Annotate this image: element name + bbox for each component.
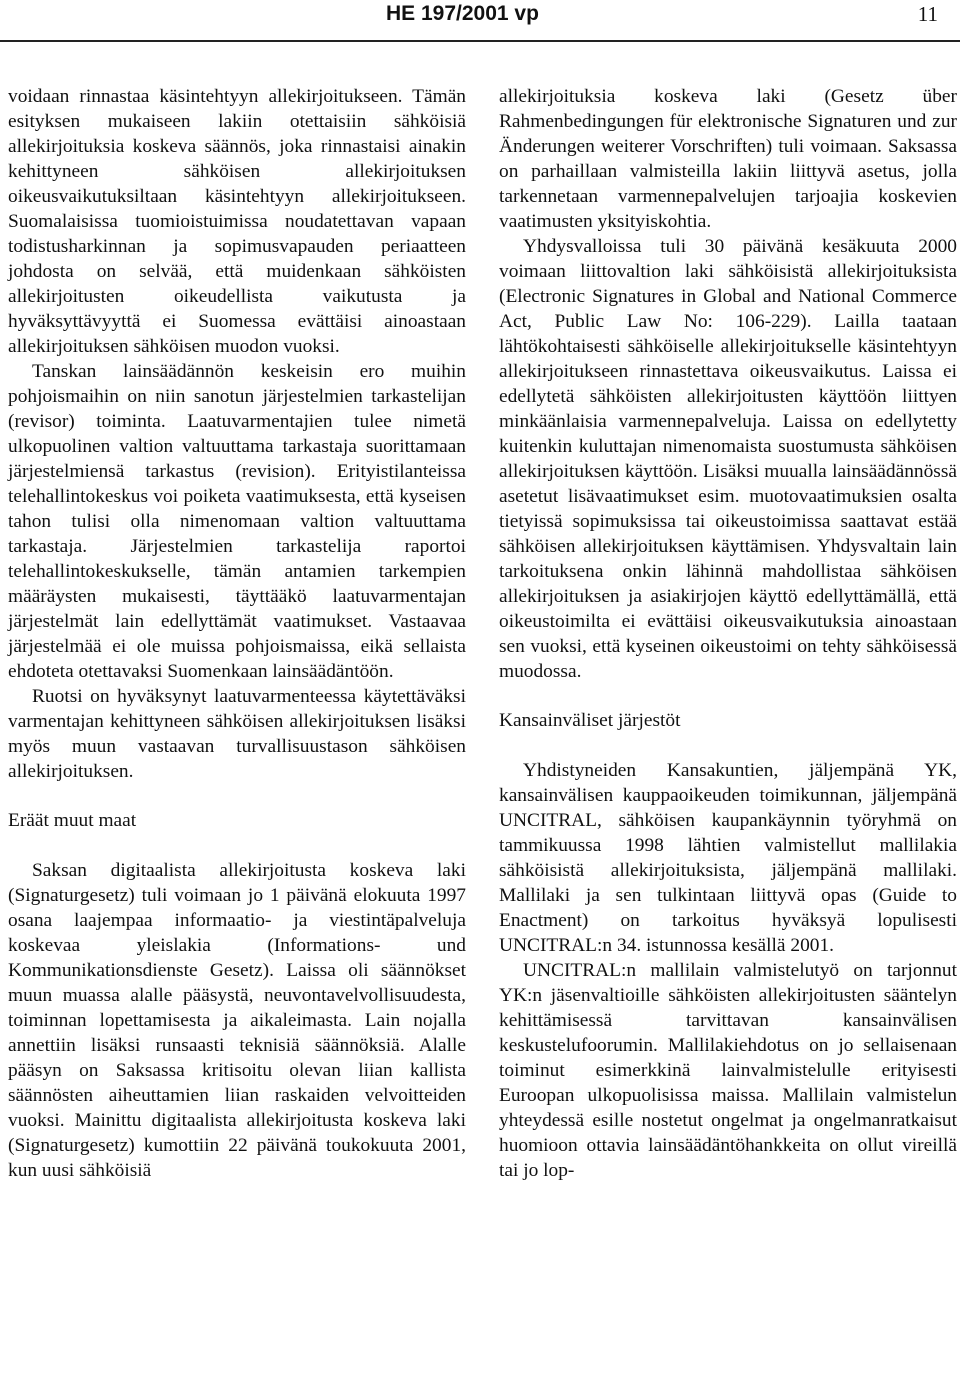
spacer <box>8 833 466 858</box>
paragraph: Saksan digitaalista allekirjoitusta koskeva laki (Signaturgesetz) tuli voimaan jo 1 päivänä elokuuta 1997 osana laajempaa informaatio- ja viestintäpalveluja koskevaa yleislakia (Informations- und Kommunikationsdienste Gesetz). Laissa oli säännökset muun muassa alalle pääsystä, neuvontavelvollisuudesta, toiminnan lopettamisesta ja aikaleimasta. Lain nojalla annettiin lisäksi runsaasti teknisiä säännöksiä. Alalle pääsyn on Saksassa kritisoitu olevan liian kallista säännösten aiheuttamien liian raskaiden velvoitteiden vuoksi. Mainittu digitaalista allekirjoitusta koskeva laki (Signaturgesetz) kumottiin 22 päivänä toukokuuta 2001, kun uusi sähköisiä <box>8 860 466 1181</box>
paragraph: allekirjoituksia koskeva laki (Gesetz über Rahmenbedingungen für elektronische Signaturen und zur Änderungen weiterer Vorschriften) tuli voimaan. Saksassa on parhaillaan valmisteilla lakiin liittyvä asetus, jolla tarkennetaan varmennepalvelujen tarjoajia koskevien vaatimusten yksityiskohtia. <box>499 86 957 232</box>
paragraph: Yhdistyneiden Kansakuntien, jäljempänä YK, kansainvälisen kauppaoikeuden toimikunnan, jäljempänä UNCITRAL, sähköisen kaupankäynnin työryhmä on tammikuussa 1998 lähtien valmistellut mallilakia sähköisistä allekirjoituksista, jäljempänä mallilaki. Mallilaki ja sen tulkintaan liittyvä opas (Guide to Enactment) on tarkoitus hyväksyä lopulisesti UNCITRAL:n 34. istunnossa kesällä 2001. <box>499 760 957 956</box>
left-column <box>8 84 466 1183</box>
spacer <box>8 784 466 808</box>
page-number: 11 <box>917 2 938 26</box>
paragraph: Ruotsi on hyväksynyt laatuvarmenteessa käytettäväksi varmentajan kehittyneen sähköisen allekirjoituksen lisäksi myös muun vastaavan turvallisuustason sähköisen allekirjoituksen. <box>8 686 466 782</box>
page-header <box>0 0 960 40</box>
spacer <box>499 733 957 758</box>
paragraph: Tanskan lainsäädännön keskeisin ero muihin pohjoismaihin on niin sanotun järjestelmien tarkastelijan (revisor) toiminta. Laatuvarmentajien tulee nimetä ulkopuolinen valtion valtuuttama tarkastaja suorittamaan järjestelmiensä tarkastus (revision). Erityistilanteissa telehallintokeskus voi poiketa vaatimuksesta, että kyseisen tahon tulisi olla nimenomaan valtion valtuuttama tarkastaja. Järjestelmien tarkastelija raportoi telehallintokeskukselle, tämän antamien tarkempien määräysten mukaisesti, täyttääkö laatuvarmentajan järjestelmät lain edellyttämät vaatimukset. Vastaavaa järjestelmää ei ole muissa pohjoismaissa, eikä sellaista ehdoteta otettavaksi Suomenkaan lainsäädäntöön. <box>8 361 466 682</box>
paragraph: voidaan rinnastaa käsintehtyyn allekirjoitukseen. Tämän esityksen mukaiseen lakiin otettaisiin sähköisiä allekirjoituksia koskeva säännös, joka rinnastaisi ainakin kehittyneen sähköisen allekirjoituksen oikeusvaikutuksiltaan käsintehtyyn allekirjoitukseen. Suomalaisissa tuomioistuimissa noudatettavan vapaan todistusharkinnan ja sopimusvapauden periaatteen johdosta on selvää, että muidenkaan sähköisten allekirjoitusten oikeudellista vaikutusta ja hyväksyttävyyttä ei Suomessa evättäisi ainoastaan allekirjoituksen sähköisen muodon vuoksi. <box>8 86 466 357</box>
paragraph: UNCITRAL:n mallilain valmistelutyö on tarjonnut YK:n jäsenvaltioille sähköisten allekirjoitusten sääntelyn kehittämisessä tarvittavan kansainvälisen keskustelufoorumin. Mallilakiehdotus on jo sellaisenaan toiminut esimerkkinä lainvalmistelulle erityisesti Euroopan ulkopuolisissa maissa. Mallilain valmistelun yhteydessä esille nostetut ongelmat ja ongelmanratkaisut huomioon ottavia lainsäädäntöhankkeita on ollut vireillä tai jo lop- <box>499 960 957 1181</box>
section-heading: Kansainväliset järjestöt <box>499 710 681 731</box>
section-heading: Eräät muut maat <box>8 810 137 831</box>
document-id: HE 197/2001 vp <box>386 2 539 25</box>
paragraph: Yhdysvalloissa tuli 30 päivänä kesäkuuta 2000 voimaan liittovaltion laki sähköisistä allekirjoituksista (Electronic Signatures in Global and National Commerce Act, Public Law No: 106-229). Lailla taataan lähtökohtaisesti sähköiselle allekirjoitukselle käsintehtyyn allekirjoitukseen rinnastettava oikeusvaikutus. Laissa ei edellytetä sähköisten allekirjoitusten käyttöön liittyen minkäänlaisia varmennepalveluja. Laissa on edellytetty kuitenkin kuluttajan nimenomaista suostumusta sähköisen allekirjoituksen käyttöön. Lisäksi muualla lainsäädännössä asetetut lisävaatimukset esim. muotovaatimuksien osalta tietyissä sopimuksissa tai oikeustoimissa saattavat estää sähköisen allekirjoituksen käyttämisen. Yhdysvaltain lain tarkoituksena onkin lähinnä mahdollistaa sähköisen allekirjoituksen ja asiakirjojen käyttö edellyttämällä, että oikeustoimilta ei evättäisi oikeusvaikutuksia ainoastaan sen vuoksi, että kyseinen oikeustoimi on tehty sähköisessä muodossa. <box>499 236 957 682</box>
spacer <box>499 684 957 708</box>
header-rule <box>0 40 960 42</box>
right-column <box>499 84 957 1183</box>
